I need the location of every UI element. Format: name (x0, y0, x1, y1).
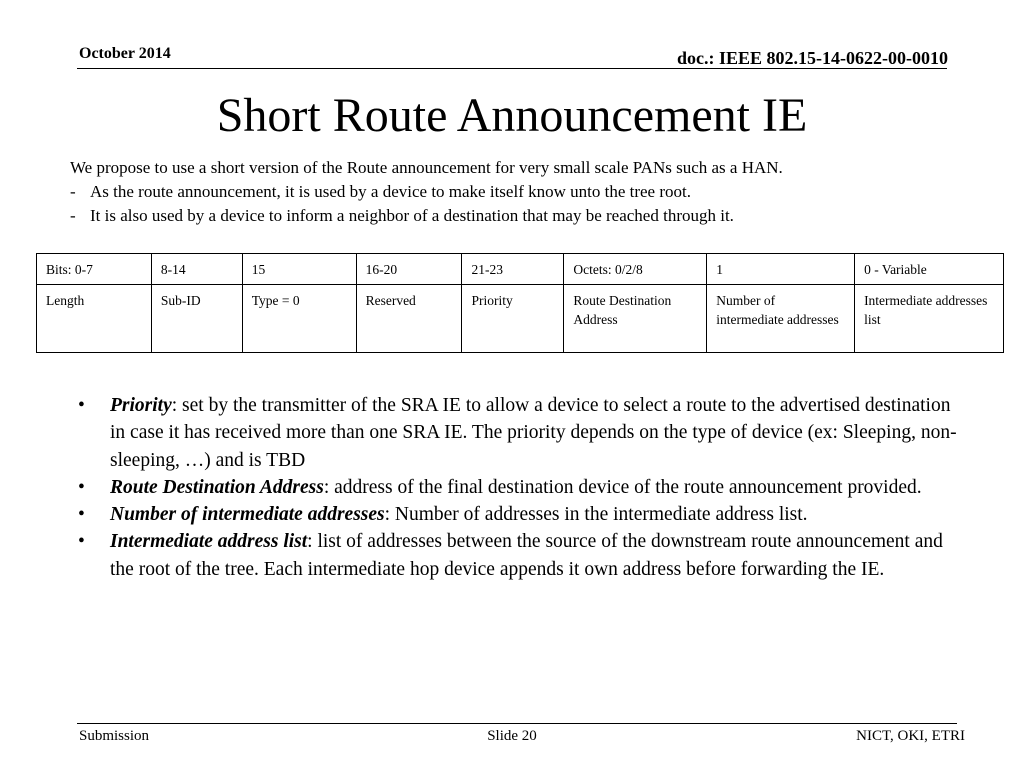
intro-lead: We propose to use a short version of the Route announcement for very small scale PANs such as a HAN. (70, 158, 783, 177)
header-doc-id: doc.: IEEE 802.15-14-0622-00-0010 (677, 48, 948, 68)
table-cell: Intermediate addresses list (855, 285, 1004, 353)
bullet-icon: • (78, 504, 85, 526)
table-cell: 0 - Variable (855, 254, 1004, 285)
footer-slide-number: Slide 20 (487, 728, 537, 744)
table-cell: 8-14 (151, 254, 242, 285)
table-header-row (37, 254, 1004, 285)
bullet-term: Priority (110, 395, 172, 416)
table-cell: Priority (462, 285, 564, 353)
list-item (78, 501, 958, 528)
bullet-term: Number of intermediate addresses (110, 504, 385, 526)
intro-point: - As the route announcement, it is used by a device to make itself know unto the tree root. (70, 182, 691, 201)
ie-format-table (36, 253, 1004, 353)
bullet-text: : list of addresses between the source of the downstream route announcement and the root of the tree. Each intermediate hop device appends it own address before forwarding the IE. (110, 531, 943, 580)
bullet-text: : set by the transmitter of the SRA IE to allow a device to select a route to the advertised destination in case it has received more than one SRA IE. The priority depends on the type of device (ex: Sleeping, non-sleeping, …) and is TBD (110, 395, 957, 471)
intro-text (70, 156, 970, 228)
table-cell: Reserved (356, 285, 462, 353)
list-item (78, 528, 958, 583)
table-cell: Octets: 0/2/8 (564, 254, 707, 285)
table-cell: 15 (242, 254, 356, 285)
bullet-icon: • (78, 476, 85, 498)
table-cell: 16-20 (356, 254, 462, 285)
bullet-term: Route Destination Address (110, 476, 324, 498)
header-divider (77, 68, 947, 69)
table-cell: Length (37, 285, 152, 353)
table-cell: Type = 0 (242, 285, 356, 353)
table-cell: 21-23 (462, 254, 564, 285)
header-date: October 2014 (79, 45, 171, 62)
field-description-list (78, 392, 958, 583)
intro-point-text: It is also used by a device to inform a neighbor of a destination that may be reached through it. (90, 206, 734, 225)
bullet-term: Intermediate address list (110, 531, 308, 553)
footer-submission: Submission (79, 728, 150, 744)
list-item (78, 474, 958, 501)
table-cell: Bits: 0-7 (37, 254, 152, 285)
table-cell: Sub-ID (151, 285, 242, 353)
table-cell: Number of intermediate addresses (707, 285, 855, 353)
bullet-text: : Number of addresses in the intermediate address list. (384, 504, 808, 526)
intro-point-text: As the route announcement, it is used by a device to make itself know unto the tree root. (90, 182, 691, 201)
slide-title: Short Route Announcement IE (216, 89, 808, 142)
bullet-icon: • (78, 395, 85, 416)
table-row (37, 285, 1004, 353)
footer-divider (77, 723, 957, 724)
intro-point: - It is also used by a device to inform a neighbor of a destination that may be reached through it. (70, 206, 734, 225)
bullet-text: : address of the final destination device of the route announcement provided. (323, 476, 922, 498)
footer-authors: NICT, OKI, ETRI (856, 728, 965, 744)
table-cell: 1 (707, 254, 855, 285)
list-item (78, 392, 958, 474)
table-cell: Route Destination Address (564, 285, 707, 353)
bullet-icon: • (78, 531, 85, 553)
